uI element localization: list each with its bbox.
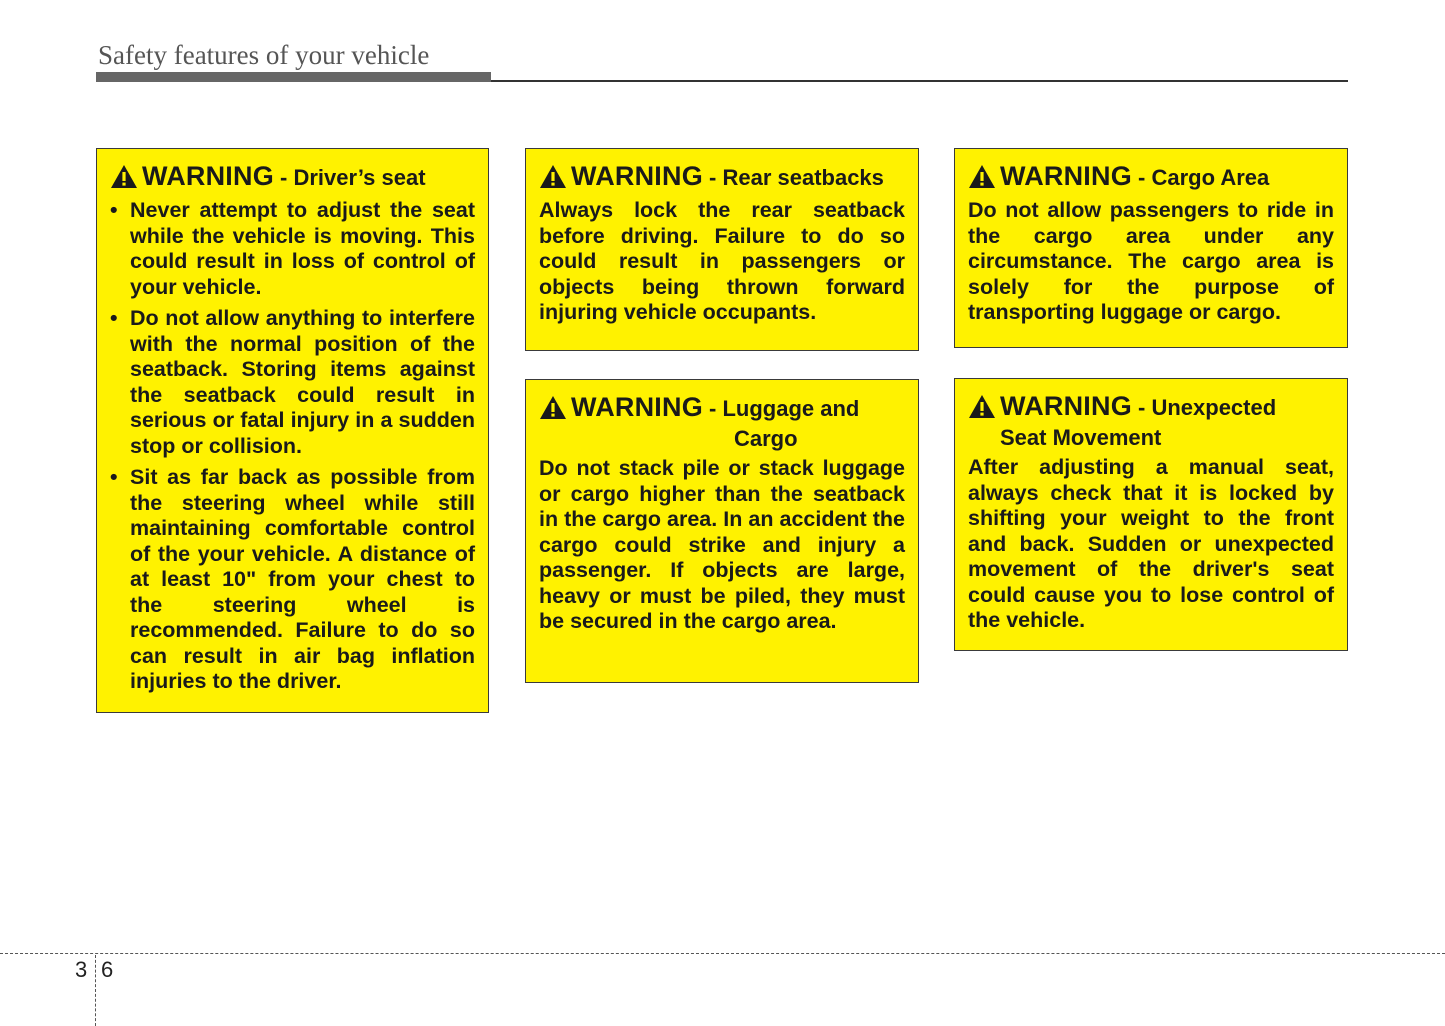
warning-triangle-icon bbox=[539, 394, 571, 421]
warning-triangle-icon bbox=[968, 393, 1000, 420]
warning-triangle-icon bbox=[968, 163, 1000, 190]
warning-subtitle: - Driver’s seat bbox=[273, 165, 426, 190]
warning-label: WARNING bbox=[571, 161, 703, 191]
header-rule-thick bbox=[96, 72, 491, 82]
warning-subtitle-line2: Seat Movement bbox=[1000, 425, 1162, 450]
header-rule-thin bbox=[491, 80, 1348, 82]
warning-label: WARNING bbox=[1000, 391, 1132, 421]
bullet-list bbox=[110, 198, 475, 695]
list-item: • Never attempt to adjust the seat while the vehicle is moving. This could result in loss of control of your vehicle. bbox=[110, 198, 475, 299]
warning-box-drivers-seat bbox=[96, 148, 489, 713]
warning-subtitle: - Cargo Area bbox=[1131, 165, 1270, 190]
warning-subtitle-line2: Cargo bbox=[734, 426, 798, 451]
warning-text: Always lock the rear seatback before driving. Failure to do so could result in passengers or objects being thrown forward injuring vehicle occupants. bbox=[539, 198, 905, 324]
warning-subtitle: - Luggage and bbox=[702, 396, 860, 421]
chapter-number: 3 bbox=[75, 957, 88, 982]
warning-label: WARNING bbox=[571, 392, 703, 422]
warning-box-luggage-cargo bbox=[525, 379, 919, 683]
warning-text: Do not stack pile or stack luggage or cargo higher than the seatback in the cargo area. In an accident the cargo could strike and injury a passenger. If objects are large, heavy or must be piled, they must be secured in the cargo area. bbox=[539, 456, 905, 633]
warning-heading bbox=[968, 393, 1334, 451]
warning-heading bbox=[539, 163, 905, 194]
warning-box-rear-seatbacks bbox=[525, 148, 919, 351]
warning-heading bbox=[110, 163, 475, 194]
warning-subtitle: - Rear seatbacks bbox=[702, 165, 884, 190]
list-item: • Sit as far back as possible from the steering wheel while still maintaining comfortable control of the your vehicle. A distance of at least 10" from your chest to the steering wheel is recommended. Failure to do so can result in air bag inflation injuries to the driver. bbox=[110, 465, 475, 693]
section-title: Safety features of your vehicle bbox=[98, 40, 430, 70]
list-item: • Do not allow anything to interfere with the normal position of the seatback. Storing items against the seatback could result in serious or fatal injury in a sudden stop or collision. bbox=[110, 306, 475, 458]
warning-text: Do not allow passengers to ride in the cargo area under any circumstance. The cargo area is solely for the purpose of transporting luggage or cargo. bbox=[968, 198, 1334, 324]
page-number: 6 bbox=[101, 957, 114, 982]
warning-heading bbox=[968, 163, 1334, 194]
warning-triangle-icon bbox=[110, 163, 142, 190]
footer-divider bbox=[0, 953, 1445, 954]
warning-label: WARNING bbox=[1000, 161, 1132, 191]
warning-heading bbox=[539, 394, 905, 452]
warning-label: WARNING bbox=[142, 161, 274, 191]
warning-triangle-icon bbox=[539, 163, 571, 190]
warning-box-cargo-area bbox=[954, 148, 1348, 348]
footer-page-divider bbox=[95, 955, 96, 1026]
warning-subtitle: - Unexpected bbox=[1131, 395, 1277, 420]
warning-box-unexpected-seat-movement bbox=[954, 378, 1348, 651]
warning-text: After adjusting a manual seat, always check that it is locked by shifting your weight to the front and back. Sudden or unexpected movement of the driver's seat could cause you to lose control of the vehicle. bbox=[968, 455, 1334, 632]
